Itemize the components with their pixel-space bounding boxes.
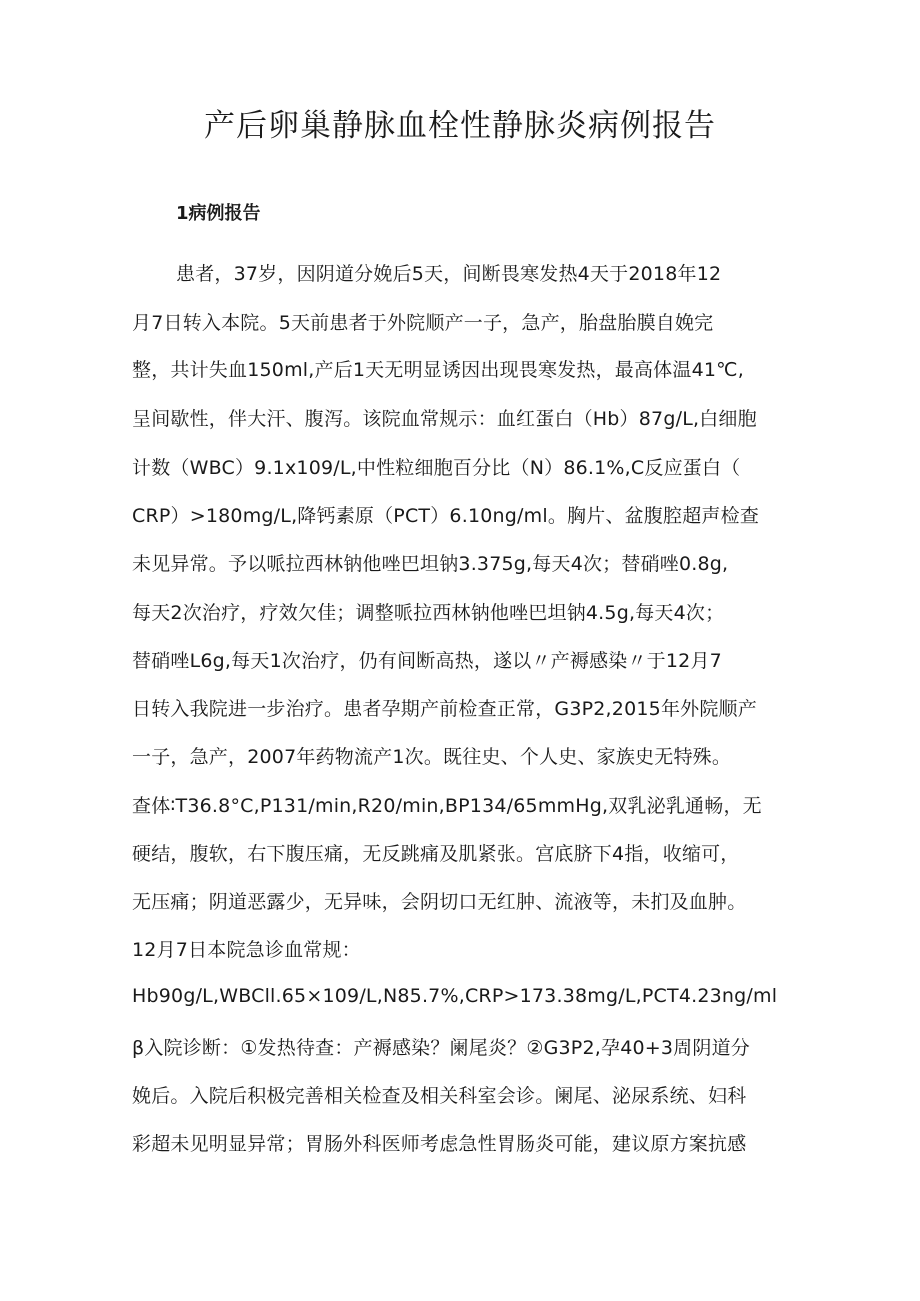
text-line: 12月7日本院急诊血常规： (132, 939, 361, 961)
text-line: 月7日转入本院。5天前患者于外院顺产一子，急产，胎盘胎膜自娩完 (132, 312, 714, 334)
text-line: CRP）>180mg/L,降钙素原（PCT）6.10ng∕ml。胸片、盆腹腔超声检查 (132, 505, 760, 527)
text-line: β入院诊断：①发热待查：产褥感染？阑尾炎？②G3P2,孕40+3周阴道分 (132, 1037, 750, 1059)
text-line: 患者，37岁，因阴道分娩后5天，间断畏寒发热4天于2018年12 (176, 263, 722, 285)
text-line: 无压痛；阴道恶露少，无异味，会阴切口无红肿、流液等，未扪及血肿。 (132, 891, 747, 913)
text-line: 未见异常。予以哌拉西林钠他唑巴坦钠3.375g,每天4次；替硝唑0.8g, (132, 553, 729, 575)
text-line: 娩后。入院后积极完善相关检查及相关科室会诊。阑尾、泌尿系统、妇科 (132, 1085, 747, 1107)
text-line: 呈间歇性，伴大汗、腹泻。该院血常规示：血红蛋白（Hb）87g∕L,白细胞 (132, 408, 757, 430)
document-title: 产后卵巢静脉血栓性静脉炎病例报告 (204, 108, 716, 144)
text-line: 整，共计失血150ml,产后1天无明显诱因出现畏寒发热，最高体温41℃, (132, 359, 744, 381)
text-line: Hb90g∕L,WBCll.65×109/L,N85.7%,CRP>173.38mg/L,PCT4.23ng∕ml (132, 985, 778, 1007)
text-line: 查体∶T36.8°C,P131/min,R20/min,BP134/65mmHg,双乳泌乳通畅，无 (132, 795, 762, 817)
text-line: 每天2次治疗，疗效欠佳；调整哌拉西林钠他唑巴坦钠4.5g,每天4次； (132, 602, 725, 624)
text-line: 日转入我院进一步治疗。患者孕期产前检查正常，G3P2,2015年外院顺产 (132, 698, 757, 720)
text-line: 彩超未见明显异常；胃肠外科医师考虑急性胃肠炎可能，建议原方案抗感 (132, 1133, 747, 1155)
text-line: 一子，急产，2007年药物流产1次。既往史、个人史、家族史无特殊。 (132, 746, 732, 768)
text-line: 计数（WBC）9.1x109/L,中性粒细胞百分比（N）86.1%,C反应蛋白（ (132, 457, 741, 479)
text-line: 替硝唑L6g,每天1次治疗，仍有间断高热，遂以〃产褥感染〃于12月7 (132, 650, 722, 672)
text-line: 硬结，腹软，右下腹压痛，无反跳痛及肌紧张。宫底脐下4指，收缩可， (132, 843, 740, 865)
section-heading: 1病例报告 (176, 203, 261, 224)
